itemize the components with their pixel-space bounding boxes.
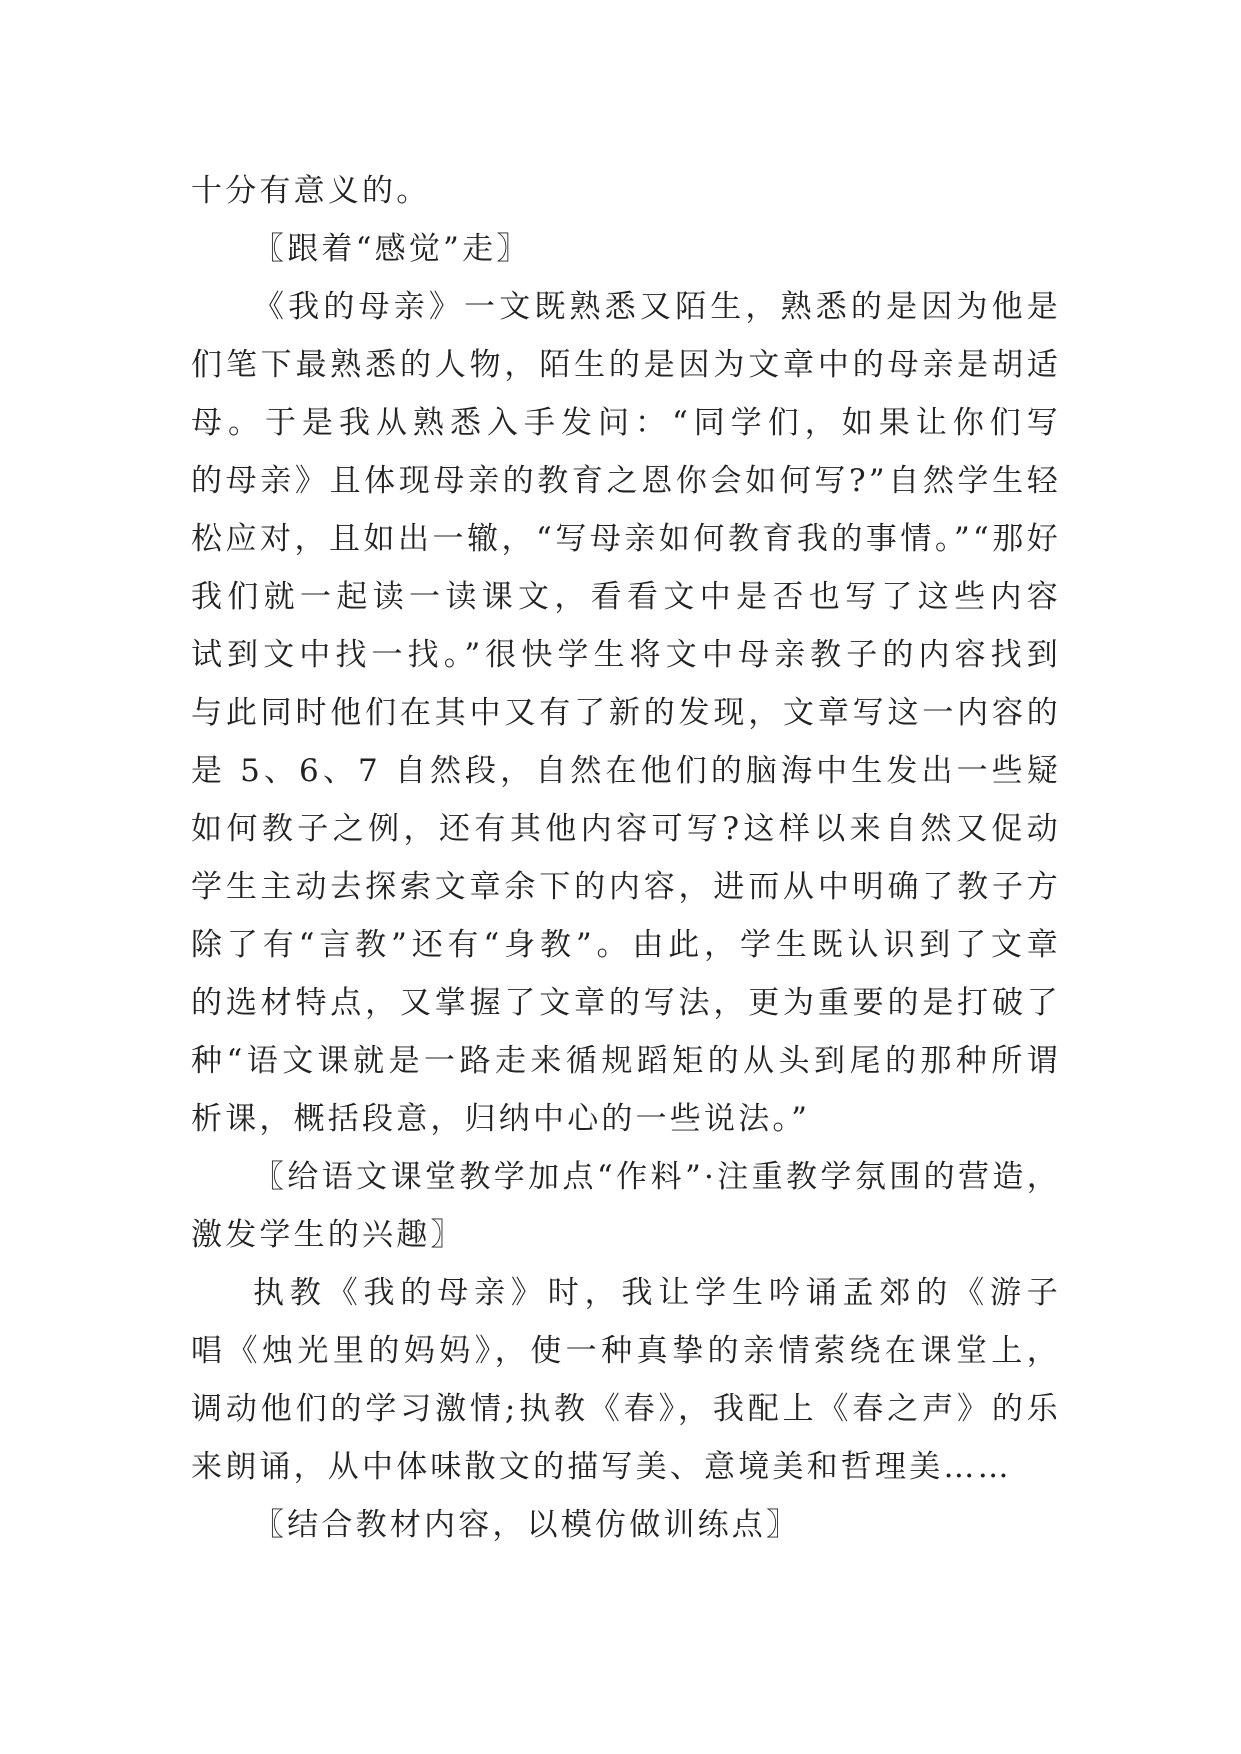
- text-line: 如何教子之例，还有其他内容可写?这样以来自然又促动: [191, 811, 1061, 847]
- text-line: 学生主动去探索文章余下的内容，进而从中明确了教子方: [191, 869, 1061, 905]
- text-line: 母。于是我从熟悉入手发问：“同学们，如果让你们写: [191, 405, 1061, 441]
- section-heading-continued: 激发学生的兴趣〗: [191, 1217, 465, 1253]
- text-line: 执教《我的母亲》时，我让学生吟诵孟郊的《游子: [253, 1275, 1061, 1311]
- text-line: 的母亲》且体现母亲的教育之恩你会如何写?”自然学生轻: [191, 463, 1061, 499]
- section-heading: 〖结合教材内容，以模仿做训练点〗: [253, 1507, 801, 1543]
- section-heading: 〖给语文课堂教学加点“作料”·注重教学氛围的营造，: [253, 1159, 1061, 1195]
- text-line: 的选材特点，又掌握了文章的写法，更为重要的是打破了: [191, 985, 1061, 1021]
- text-line: 是 5、6、7 自然段，自然在他们的脑海中生发出一些疑: [191, 753, 1061, 789]
- text-line: 种“语文课就是一路走来循规蹈矩的从头到尾的那种所谓: [191, 1043, 1061, 1079]
- text-line: 松应对，且如出一辙，“写母亲如何教育我的事情。”“那好: [191, 521, 1061, 557]
- section-heading: 〖跟着“感觉”走〗: [253, 231, 531, 267]
- text-line: 与此同时他们在其中又有了新的发现，文章写这一内容的: [191, 695, 1061, 731]
- text-line: 调动他们的学习激情;执教《春》，我配上《春之声》的乐: [191, 1391, 1061, 1427]
- text-line: 试到文中找一找。”很快学生将文中母亲教子的内容找到: [191, 637, 1061, 673]
- text-line: 析课，概括段意，归纳中心的一些说法。”: [191, 1101, 811, 1137]
- text-line: 十分有意义的。: [191, 173, 431, 209]
- text-line: 《我的母亲》一文既熟悉又陌生，熟悉的是因为他是: [253, 289, 1061, 325]
- text-line: 我们就一起读一读课文，看看文中是否也写了这些内容: [191, 579, 1061, 615]
- document-page: [191, 162, 1061, 1554]
- text-line: 唱《烛光里的妈妈》，使一种真挚的亲情萦绕在课堂上，: [191, 1333, 1061, 1369]
- text-line: 来朗诵，从中体味散文的描写美、意境美和哲理美……: [191, 1449, 1012, 1485]
- text-line: 们笔下最熟悉的人物，陌生的是因为文章中的母亲是胡适: [191, 347, 1061, 383]
- text-line: 除了有“言教”还有“身教”。由此，学生既认识到了文章: [191, 927, 1061, 963]
